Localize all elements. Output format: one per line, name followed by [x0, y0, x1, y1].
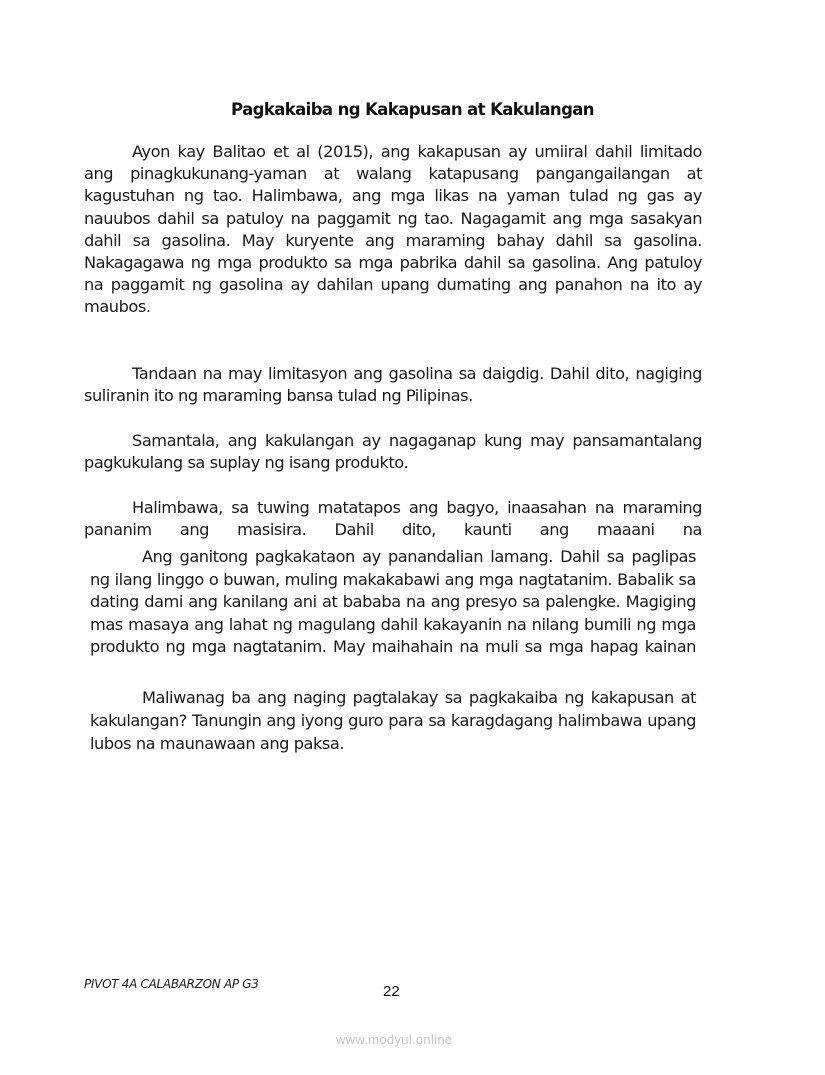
- paragraph-text: Tandaan na may limitasyon ang gasolina sa daigdig. Dahil dito, nagiging suliranin ito ng maraming bansa tulad ng Pilipinas.: [84, 364, 702, 406]
- footer-series-label: PIVOT 4A CALABARZON AP G3: [84, 977, 259, 991]
- page-number: 22: [383, 983, 400, 1000]
- paragraph-kakulangan-definition: [84, 430, 702, 474]
- paragraph-panandalian: [90, 546, 696, 659]
- paragraph-text: Maliwanag ba ang naging pagtalakay sa pagkakaiba ng kakapusan at kakulangan? Tanungin ang iyong guro para sa karagdagang halimbawa upang lubos na maunawaan ang paksa.: [90, 688, 696, 753]
- paragraph-bagyo-example: [84, 497, 702, 541]
- paragraph-closing-question: [90, 686, 696, 755]
- watermark-link[interactable]: www.modyul.online: [336, 1032, 453, 1047]
- paragraph-text: Samantala, ang kakulangan ay nagaganap kung may pansamantalang pagkukulang sa suplay ng isang produkto.: [84, 431, 702, 473]
- paragraph-text: Ayon kay Balitao et al (2015), ang kakapusan ay umiiral dahil limitado ang pinagkukunang-yaman at walang katapusang pangangailangan at kagustuhan ng tao. Halimbawa, ang mga likas na yaman tulad ng gas ay nauubos dahil sa patuloy na paggamit ng tao. Nagagamit ang mga sasakyan dahil sa gasolina. May kuryente ang maraming bahay dahil sa gasolina. Nakagagawa ng mga produkto sa mga pabrika dahil sa gasolina. Ang patuloy na paggamit ng gasolina ay dahilan upang dumating ang panahon na ito ay maubos.: [84, 142, 702, 317]
- paragraph-gasolina-limit: [84, 363, 702, 407]
- paragraph-text: Ang ganitong pagkakataon ay panandalian lamang. Dahil sa paglipas ng ilang linggo o buwan, muling makakabawi ang mga nagtatanim. Babalik sa dating dami ang kanilang ani at bababa na ang presyo sa palengke. Magiging mas masaya ang lahat ng magulang dahil kakayanin na nilang bumili ng mga produkto ng mga nagtatanim. May maihahain na muli sa mga hapag kainan: [90, 547, 696, 656]
- paragraph-kakapusan-definition: [84, 141, 702, 319]
- paragraph-text: Halimbawa, sa tuwing matatapos ang bagyo, inaasahan na maraming pananim ang masisira. Dahil dito, kaunti ang maaani na: [84, 498, 702, 540]
- page-title: Pagkakaiba ng Kakapusan at Kakulangan: [231, 100, 594, 119]
